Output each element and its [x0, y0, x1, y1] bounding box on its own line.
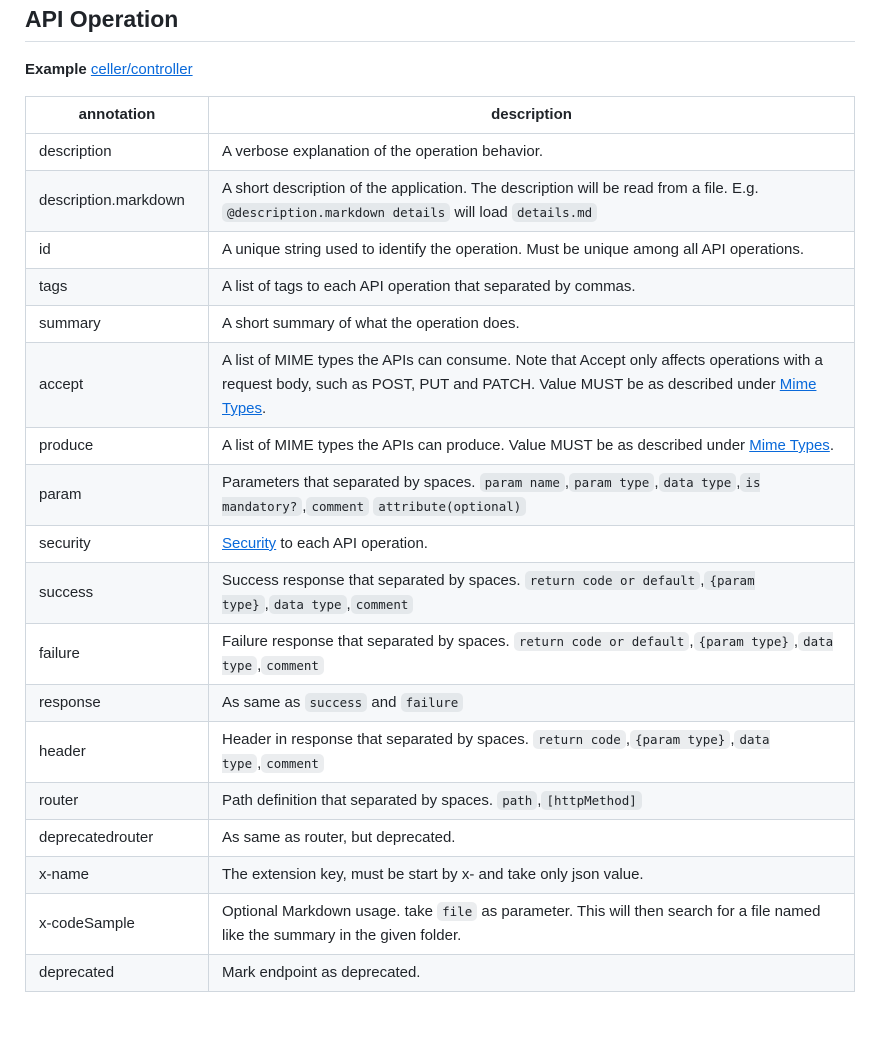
table-row: [26, 526, 855, 563]
table-row: [26, 306, 855, 343]
inline-code: comment: [306, 497, 369, 516]
annotation-name: description: [26, 134, 209, 171]
inline-code: return code: [533, 730, 626, 749]
description-text: Success response that separated by spaces.: [222, 572, 525, 589]
annotation-description: [209, 894, 855, 955]
description-text: Path definition that separated by spaces.: [222, 792, 498, 809]
annotation-name: failure: [26, 624, 209, 685]
description-text: Failure response that separated by spaces.: [222, 633, 514, 650]
description-text: ,: [625, 731, 630, 748]
description-text: ,: [730, 731, 735, 748]
annotation-name: accept: [26, 343, 209, 428]
description-text: ,: [736, 474, 741, 491]
column-header-description: description: [209, 97, 855, 134]
table-row: [26, 343, 855, 428]
description-text: as parameter. This will then search for a file named like the summary in the given folder.: [222, 903, 821, 944]
table-row: [26, 232, 855, 269]
description-text: ,: [689, 633, 694, 650]
description-text: .: [829, 437, 834, 454]
annotation-name: success: [26, 563, 209, 624]
description-text: ,: [257, 755, 262, 772]
inline-code: comment: [351, 595, 414, 614]
table-row: [26, 783, 855, 820]
description-text: .: [262, 400, 267, 417]
annotation-description: [209, 465, 855, 526]
description-link[interactable]: Mime Types: [749, 437, 830, 454]
description-text: and: [367, 694, 401, 711]
annotation-description: [209, 783, 855, 820]
description-text: ,: [564, 474, 570, 491]
description-text: ,: [346, 596, 351, 613]
inline-code: data type: [222, 732, 770, 771]
page-title: API Operation: [25, 0, 855, 42]
inline-code: return code or default: [514, 632, 690, 651]
inline-code: [httpMethod]: [541, 791, 641, 810]
description-text: A list of MIME types the APIs can consume. Note that Accept only affects operations with a request body, such as POST, PUT and PATCH. Value MUST be as described under: [222, 352, 823, 393]
inline-code: param name: [480, 473, 565, 492]
annotation-description: [209, 722, 855, 783]
annotation-name: header: [26, 722, 209, 783]
description-text: A short description of the application. The description will be read from a file. E.g.: [222, 180, 759, 197]
description-text: The extension key, must be start by x- and take only json value.: [222, 866, 644, 883]
annotation-description: [209, 343, 855, 428]
table-row: [26, 134, 855, 171]
inline-code: data type: [659, 473, 737, 492]
table-row: [26, 894, 855, 955]
inline-code: file: [437, 902, 477, 921]
description-text: A list of MIME types the APIs can produce. Value MUST be as described under: [222, 437, 750, 454]
annotation-name: router: [26, 783, 209, 820]
table-row: [26, 269, 855, 306]
annotation-description: [209, 563, 855, 624]
table-row: [26, 857, 855, 894]
inline-code: success: [305, 693, 368, 712]
annotation-name: id: [26, 232, 209, 269]
annotation-name: deprecatedrouter: [26, 820, 209, 857]
table-header-row: [26, 97, 855, 134]
description-text: A short summary of what the operation does.: [222, 315, 520, 332]
description-text: A verbose explanation of the operation behavior.: [222, 143, 544, 160]
annotation-name: x-codeSample: [26, 894, 209, 955]
description-text: will load: [450, 204, 512, 221]
description-link[interactable]: Security: [222, 535, 277, 552]
inline-code: is mandatory?: [222, 475, 761, 514]
description-text: ,: [257, 657, 262, 674]
inline-code: return code or default: [525, 571, 701, 590]
annotation-description: [209, 685, 855, 722]
annotation-description: [209, 232, 855, 269]
table-row: [26, 820, 855, 857]
inline-code: {param type}: [694, 632, 794, 651]
description-text: As same as router, but deprecated.: [222, 829, 456, 846]
annotation-description: [209, 171, 855, 232]
table-row: [26, 624, 855, 685]
annotation-table: [25, 96, 855, 992]
description-link[interactable]: Mime Types: [222, 376, 817, 417]
table-row: [26, 428, 855, 465]
annotation-description: [209, 269, 855, 306]
table-row: [26, 722, 855, 783]
annotation-name: security: [26, 526, 209, 563]
inline-code: data type: [269, 595, 347, 614]
description-text: Parameters that separated by spaces.: [222, 474, 480, 491]
annotation-description: [209, 526, 855, 563]
description-text: ,: [654, 474, 659, 491]
inline-code: path: [497, 791, 537, 810]
description-text: Header in response that separated by spaces.: [222, 731, 534, 748]
description-text: As same as: [222, 694, 305, 711]
description-text: to each API operation.: [276, 535, 428, 552]
inline-code: param type: [569, 473, 654, 492]
inline-code: {param type}: [630, 730, 730, 749]
annotation-name: param: [26, 465, 209, 526]
example-line: [25, 60, 855, 80]
inline-code: failure: [401, 693, 464, 712]
description-text: Mark endpoint as deprecated.: [222, 964, 421, 981]
annotation-description: [209, 857, 855, 894]
description-text: ,: [700, 572, 705, 589]
annotation-description: [209, 624, 855, 685]
annotation-name: x-name: [26, 857, 209, 894]
annotation-description: [209, 428, 855, 465]
inline-code: comment: [261, 656, 324, 675]
description-text: Optional Markdown usage. take: [222, 903, 438, 920]
table-row: [26, 563, 855, 624]
annotation-name: description.markdown: [26, 171, 209, 232]
annotation-description: [209, 820, 855, 857]
annotation-name: response: [26, 685, 209, 722]
description-text: ,: [537, 792, 542, 809]
annotation-description: [209, 955, 855, 992]
inline-code: attribute(optional): [373, 497, 526, 516]
inline-code: details.md: [512, 203, 597, 222]
annotation-name: tags: [26, 269, 209, 306]
annotation-name: deprecated: [26, 955, 209, 992]
inline-code: data type: [222, 634, 834, 673]
annotation-description: [209, 134, 855, 171]
inline-code: comment: [261, 754, 324, 773]
description-text: A unique string used to identify the operation. Must be unique among all API operations.: [222, 241, 805, 258]
annotation-name: summary: [26, 306, 209, 343]
column-header-annotation: annotation: [26, 97, 209, 134]
description-text: ,: [302, 498, 307, 515]
example-label: Example: [25, 61, 87, 78]
table-row: [26, 171, 855, 232]
inline-code: @description.markdown details: [222, 203, 450, 222]
annotation-name: produce: [26, 428, 209, 465]
annotation-description: [209, 306, 855, 343]
table-row: [26, 465, 855, 526]
description-text: ,: [793, 633, 799, 650]
example-link[interactable]: celler/controller: [90, 61, 193, 78]
table-row: [26, 955, 855, 992]
table-row: [26, 685, 855, 722]
description-text: A list of tags to each API operation that separated by commas.: [222, 278, 636, 295]
inline-code: {param type}: [222, 573, 755, 612]
description-text: ,: [264, 596, 269, 613]
